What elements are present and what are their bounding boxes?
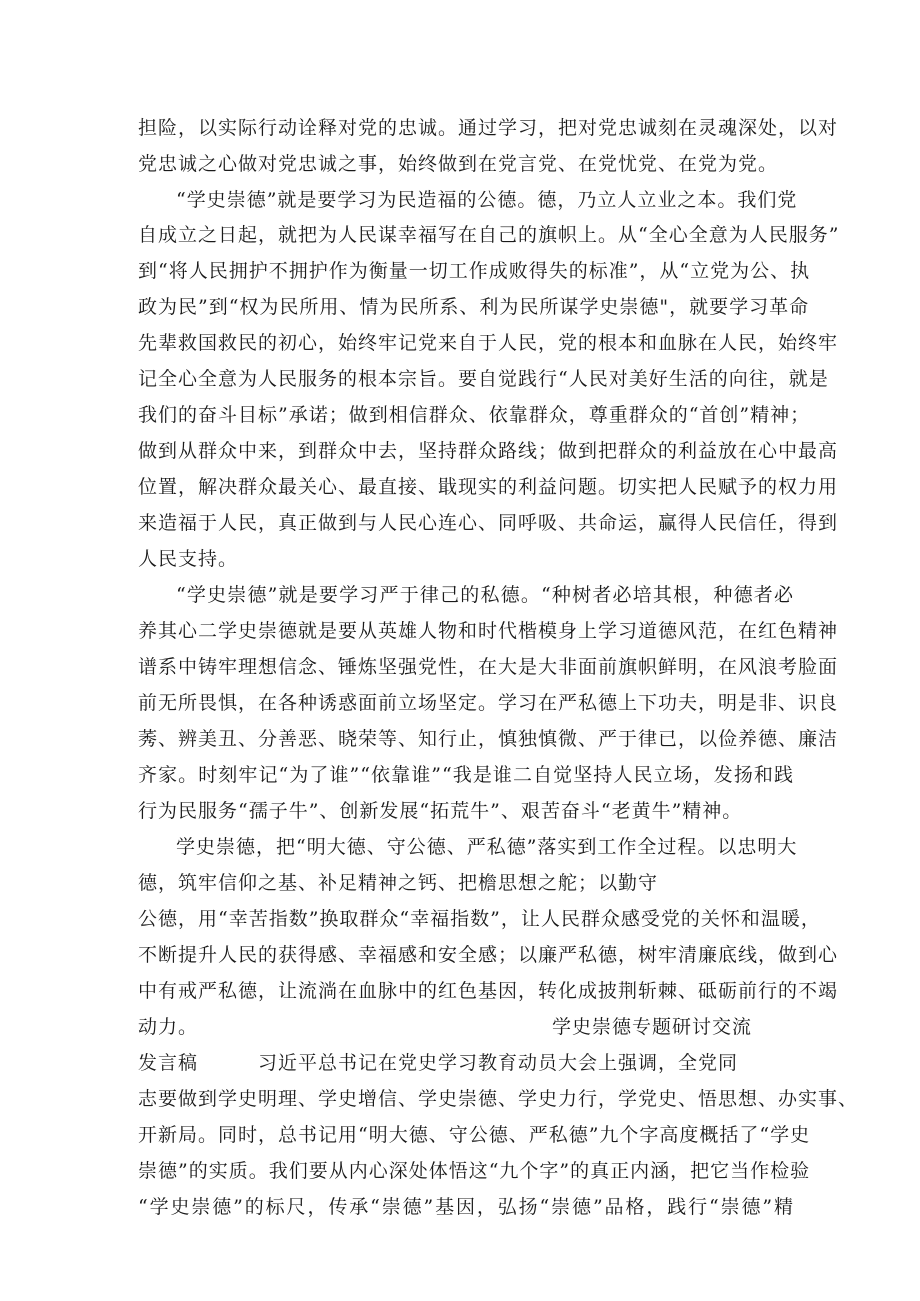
paragraph-3-line-2: 养其心二学史崇德就是要从英雄人物和时代楷模身上学习道德风范，在红色精神: [138, 620, 839, 642]
paragraph-1-line-2: 党忠诚之心做对党忠诚之事，始终做到在党言党、在党忧党、在党为党。: [138, 153, 779, 175]
paragraph-4-line-5: 中有戒严私德，让流淌在血脉中的红色基因，转化成披荆斩棘、砥砺前行的不竭: [138, 980, 839, 1002]
paragraph-2-line-7: 我们的奋斗目标”承诺；做到相信群众、依靠群众，尊重群众的“首创”精神；: [138, 404, 811, 426]
paragraph-5-line-4: 崇德”的实质。我们要从内心深处体悟这“九个字”的真正内涵，把它当作检验: [138, 1160, 811, 1182]
paragraph-3-line-4: 前无所畏惧，在各种诱惑面前立场坚定。学习在严私德上下功夫，明是非、识良: [138, 692, 839, 714]
paragraph-2-line-4: 政为民”到“权为民所用、情为民所系、利为民所谋学史崇德"，就要学习革命: [138, 296, 810, 318]
paragraph-2-line-2: 自成立之日起，就把为人民谋幸福写在自己的旗帜上。从“全心全意为人民服务”: [138, 224, 840, 246]
paragraph-2-line-6: 记全心全意为人民服务的根本宗旨。要自觉践行“人民对美好生活的向往，就是: [138, 368, 829, 390]
section-heading-right: 学史崇德专题研讨交流: [552, 1016, 753, 1038]
paragraph-2-line-1: “学史崇德”就是要学习为民造福的公德。德，乃立人立业之本。我们党: [176, 189, 798, 211]
paragraph-5-line-1: 习近平总书记在党史学习教育动员大会上强调，全党同: [258, 1052, 739, 1074]
paragraph-3-line-3: 谱系中铸牢理想信念、锤炼坚强党性，在大是大非面前旗帜鲜明，在风浪考脸面: [138, 656, 839, 678]
paragraph-2-line-9: 位置，解决群众最关心、最直接、戢现实的利益问题。切实把人民赋予的权力用: [138, 476, 839, 498]
paragraph-4-line-1: 学史崇德，把“明大德、守公德、严私德”落实到工作全过程。以忠明大: [176, 836, 798, 858]
paragraph-3-line-7: 行为民服务“孺子牛”、创新发展“拓荒牛”、艰苦奋斗“老黄牛”精神。: [138, 800, 743, 822]
paragraph-3-line-1: “学史崇德”就是要学习严于律己的私德。“种树者必培其根，种德者必: [176, 584, 794, 606]
paragraph-4-last-line-left: 动力。: [138, 1016, 199, 1038]
paragraph-3-line-5: 莠、辨美丑、分善恶、晓荣等、知行止，慎独慎微、严于律已，以俭养德、廉洁: [138, 728, 839, 750]
paragraph-2-line-8: 做到从群众中来，到群众中去，坚持群众路线；做到把群众的利益放在心中最高: [138, 440, 839, 462]
paragraph-5-line-3: 开新局。同时，总书记用“明大德、守公德、严私德”九个字高度概括了“学史: [138, 1124, 811, 1146]
paragraph-1-line-1: 担险，以实际行动诠释对党的忠诚。通过学习，把对党忠诚刻在灵魂深处，以对: [138, 117, 839, 139]
section-heading-left: 发言稿: [138, 1052, 199, 1074]
paragraph-4-line-2: 德，筑牢信仰之基、补足精神之钙、把檐思想之舵；以勤守: [138, 872, 659, 894]
paragraph-5-line-5: “学史崇德”的标尺，传承“崇德”基因，弘扬“崇德”品格，践行“崇德”精: [138, 1196, 794, 1218]
paragraph-2-line-5: 先辈救国救民的初心，始终牢记党来自于人民，党的根本和血脉在人民，始终牢: [138, 332, 839, 354]
paragraph-2-line-10: 来造福于人民，真正做到与人民心连心、同呼吸、共命运，赢得人民信任，得到: [138, 512, 839, 534]
paragraph-4-line-3: 公德，用“幸苦指数”换取群众“幸福指数”，让人民群众感受党的关怀和温暖，: [138, 908, 821, 930]
paragraph-5-line-2: 志要做到学史明理、学史增信、学史崇德、学史力行，学党史、悟思想、办实事、: [138, 1088, 859, 1110]
paragraph-2-line-11: 人民支持。: [138, 548, 239, 570]
paragraph-4-line-4: 不断提升人民的获得感、幸福感和安全感；以廉严私德，树牢清廉底线，做到心: [138, 944, 839, 966]
paragraph-2-line-3: 到“将人民拥护不拥护作为衡量一切工作成败得失的标准”，从“立党为公、执: [138, 260, 811, 282]
paragraph-3-line-6: 齐家。时刻牢记“为了谁”“依靠谁”“我是谁二自觉坚持人民立场，发扬和践: [138, 764, 794, 786]
